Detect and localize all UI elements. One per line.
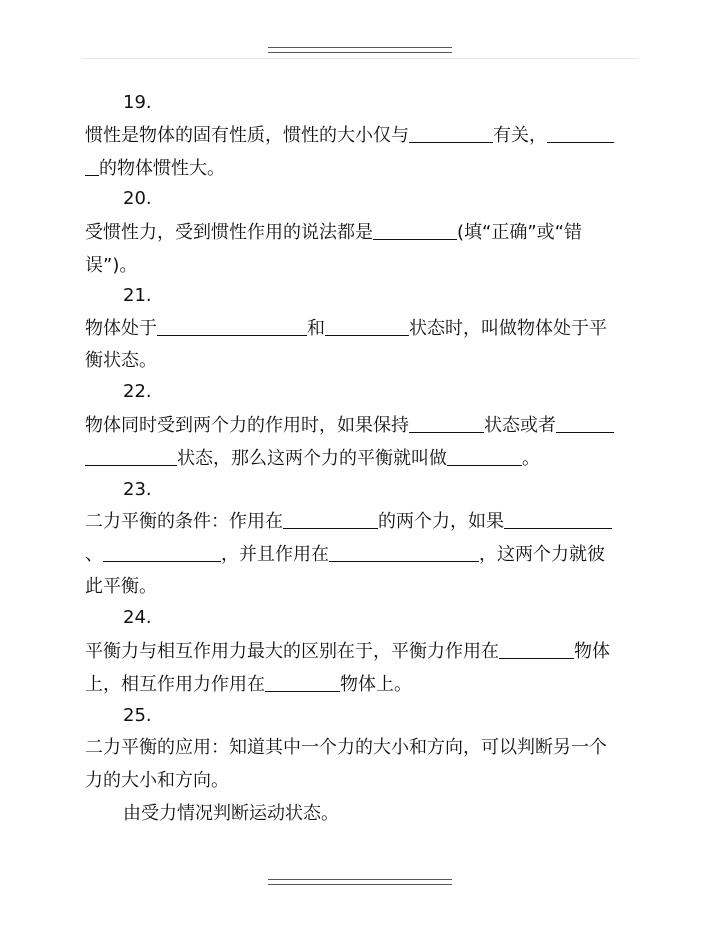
- answer-blank[interactable]: [329, 545, 479, 562]
- answer-blank[interactable]: [103, 545, 221, 562]
- header-divider: [82, 58, 638, 59]
- answer-blank[interactable]: [85, 159, 99, 176]
- answer-blank[interactable]: [447, 449, 522, 466]
- item-text-line: 力的大小和方向。: [85, 770, 229, 791]
- item-text-line: 平衡力与相互作用力最大的区别在于，平衡力作用在 物体: [85, 641, 610, 662]
- header-rule-bottom: [268, 52, 452, 53]
- item-number: 19.: [123, 92, 152, 113]
- answer-blank[interactable]: [409, 126, 493, 143]
- answer-blank[interactable]: [547, 126, 614, 143]
- answer-blank[interactable]: [157, 319, 307, 336]
- item-number: 21.: [123, 285, 152, 306]
- item-number: 20.: [123, 188, 152, 209]
- item-number: 22.: [123, 381, 152, 402]
- item-text-line: 惯性是物体的固有性质，惯性的大小仅与 有关，: [85, 126, 614, 148]
- footer-rule-top: [268, 879, 452, 880]
- item-text-line: 、 ，并且作用在 ，这两个力就彼: [85, 544, 605, 565]
- item-text-line: 二力平衡的应用：知道其中一个力的大小和方向，可以判断另一个: [85, 737, 607, 758]
- answer-blank[interactable]: [283, 512, 378, 529]
- item-text-line: 物体同时受到两个力的作用时，如果保持 状态或者: [85, 416, 614, 438]
- closing-text: 由受力情况判断运动状态。: [123, 803, 339, 824]
- item-text-line: 物体处于 和 状态时，叫做物体处于平: [85, 318, 607, 339]
- answer-blank[interactable]: [409, 416, 484, 433]
- item-text-line: 受惯性力，受到惯性作用的说法都是 (填“正确”或“错: [85, 222, 582, 243]
- item-text-line: 误”)。: [85, 255, 138, 276]
- item-number: 24.: [123, 607, 152, 628]
- header-rule-top: [268, 47, 452, 48]
- answer-blank[interactable]: [265, 675, 340, 692]
- answer-blank[interactable]: [499, 642, 574, 659]
- item-text-line: 二力平衡的条件：作用在 的两个力，如果: [85, 512, 612, 534]
- item-number: 25.: [123, 705, 152, 726]
- footer-rule-bottom: [268, 884, 452, 885]
- item-number: 23.: [123, 479, 152, 500]
- item-text-line: 的物体惯性大。: [85, 159, 225, 181]
- answer-blank[interactable]: [85, 449, 177, 466]
- item-text-line: 衡状态。: [85, 350, 157, 371]
- answer-blank[interactable]: [325, 319, 409, 336]
- answer-blank[interactable]: [373, 223, 457, 240]
- item-text-line: 状态，那么这两个力的平衡就叫做 。: [85, 449, 540, 471]
- item-text-line: 上，相互作用力作用在 物体上。: [85, 674, 412, 695]
- item-text-line: 此平衡。: [85, 576, 157, 597]
- answer-blank[interactable]: [504, 512, 612, 529]
- answer-blank[interactable]: [556, 416, 614, 433]
